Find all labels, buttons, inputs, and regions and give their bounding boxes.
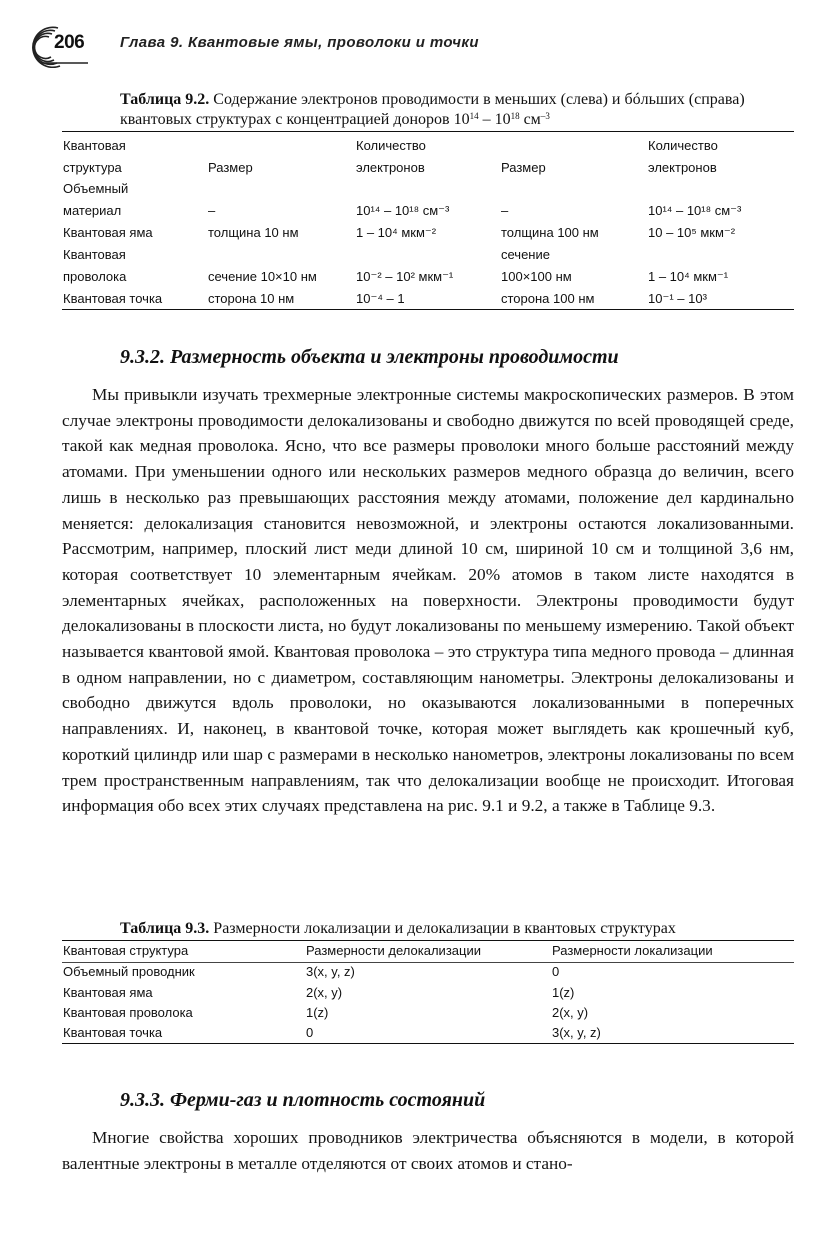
table-cell: Квантовая точка <box>63 291 163 306</box>
table-9-2-caption <box>120 90 795 130</box>
page-number: 206 <box>54 32 85 53</box>
table-cell: 1 – 10⁴ мкм⁻² <box>356 225 437 240</box>
table-header-cell: электронов <box>356 160 425 175</box>
table-header-cell: Размерности делокализации <box>306 943 481 958</box>
body-paragraph: Мы привыкли изучать трехмерные электронные системы макроскопических размеров. В этом случае электроны проводимости делокализованы и свободно движутся по всей проводящей среде, такой как медная проволока. Ясно, что все размеры проволоки много больше расстояний между атомами. При уменьшении одного или нескольких размеров медного образца до величин, всего лишь в несколько раз превышающих расстояния между атомами, положение дел кардинально меняется: делокализация становится невозможной, и электроны остаются локализованными. Рассмотрим, например, плоский лист меди длиной 10 см, шириной 10 см и толщиной 3,6 нм, которая соответствует 10 элементарным ячейкам. 20% атомов в таком листе находятся в элементарных ячейках, расположенных на поверхности. Электроны проводимости будут делокализованы в плоскости листа, но будут локализованы по меньшему измерению. Такой объект называется квантовой ямой. Квантовая проволока – это структура типа медного провода – длинная в одном направлении, но с диаметром, составляющим нанометры. Электроны делокализованы и свободно движутся вдоль проволоки, но оказываются локализованными в поперечных направлениях. И, наконец, в квантовой точке, которая может выглядеть как крошечный куб, короткий цилиндр или шар с размерами в несколько нанометров, электроны локализованы по всем трем пространственным направлениям, так что делокализации вообще не происходит. Итоговая информация обо всех этих случаях представлена на рис. 9.1 и 9.2, а также в Таблице 9.3. <box>62 385 794 816</box>
table-cell: 1(z) <box>306 1005 329 1020</box>
table-cell: 10¹⁴ – 10¹⁸ см⁻³ <box>356 203 450 218</box>
table-header-cell: Количество <box>356 138 426 153</box>
table-cell: 0 <box>552 964 560 979</box>
table-cell: 10⁻² – 10² мкм⁻¹ <box>356 269 454 284</box>
table-cell: 10 – 10⁵ мкм⁻² <box>648 225 736 240</box>
body-paragraph: Многие свойства хороших проводников электричества объясняются в модели, в которой валентные электроны в металле отделяются от своих атомов и стано- <box>62 1128 794 1173</box>
table-cell: 10⁻⁴ – 1 <box>356 291 405 306</box>
table-cell: 3(x, y, z) <box>306 964 355 979</box>
table-header-cell: электронов <box>648 160 717 175</box>
table-header-cell: Квантовая <box>63 138 126 153</box>
table-cell: – <box>208 203 216 218</box>
table-cell: Квантовая проволока <box>63 1005 193 1020</box>
table-label: Таблица 9.3. <box>120 920 210 937</box>
table-header-cell: Размер <box>501 160 546 175</box>
table-9-3-caption <box>120 919 800 939</box>
caption-text: Размерности локализации и делокализации в квантовых структурах <box>213 920 676 937</box>
caption-sup: –3 <box>540 111 550 121</box>
section-heading: 9.3.2. Размерность объекта и электроны проводимости <box>120 346 619 368</box>
table-cell: толщина 100 нм <box>501 225 599 240</box>
table-cell: Объемный <box>63 181 129 196</box>
table-rule <box>62 309 794 310</box>
table-cell: – <box>501 203 509 218</box>
caption-text: – 10 <box>478 111 511 128</box>
table-cell: 0 <box>306 1025 314 1040</box>
table-cell: 10¹⁴ – 10¹⁸ см⁻³ <box>648 203 742 218</box>
table-cell: сторона 100 нм <box>501 291 595 306</box>
table-cell: материал <box>63 203 122 218</box>
table-cell: сечение <box>501 247 550 262</box>
table-cell: Квантовая точка <box>63 1025 163 1040</box>
table-cell: сторона 10 нм <box>208 291 295 306</box>
table-cell: сечение 10×10 нм <box>208 269 317 284</box>
table-cell: 1 – 10⁴ мкм⁻¹ <box>648 269 729 284</box>
caption-text: Содержание электронов проводимости в меньших (слева) и бóльших (справа) квантовых структурах с концентрацией доноров 10 <box>120 91 745 128</box>
table-header-cell: структура <box>63 160 122 175</box>
running-head: Глава 9. Квантовые ямы, проволоки и точки <box>120 34 479 51</box>
caption-sup: 14 <box>469 111 479 121</box>
table-header-cell: Квантовая структура <box>63 943 189 958</box>
table-label: Таблица 9.2. <box>120 91 210 108</box>
table-cell: толщина 10 нм <box>208 225 299 240</box>
section-heading: 9.3.3. Ферми-газ и плотность состояний <box>120 1089 486 1111</box>
table-rule <box>62 940 794 941</box>
table-header-cell: Размерности локализации <box>552 943 713 958</box>
table-rule <box>62 1043 794 1044</box>
caption-text: см <box>519 111 541 128</box>
table-cell: 10⁻¹ – 10³ <box>648 291 707 306</box>
table-cell: Квантовая яма <box>63 225 153 240</box>
table-cell: Объемный проводник <box>63 964 195 979</box>
table-rule <box>62 131 794 132</box>
table-header-cell: Размер <box>208 160 253 175</box>
table-cell: Квантовая яма <box>63 985 153 1000</box>
table-header-cell: Количество <box>648 138 718 153</box>
table-cell: 100×100 нм <box>501 269 572 284</box>
table-cell: 2(x, y) <box>306 985 343 1000</box>
table-cell: 3(x, y, z) <box>552 1025 601 1040</box>
table-cell: 2(x, y) <box>552 1005 589 1020</box>
table-rule <box>62 962 794 963</box>
table-cell: проволока <box>63 269 127 284</box>
table-cell: 1(z) <box>552 985 575 1000</box>
table-cell: Квантовая <box>63 247 126 262</box>
caption-sup: 18 <box>510 111 520 121</box>
